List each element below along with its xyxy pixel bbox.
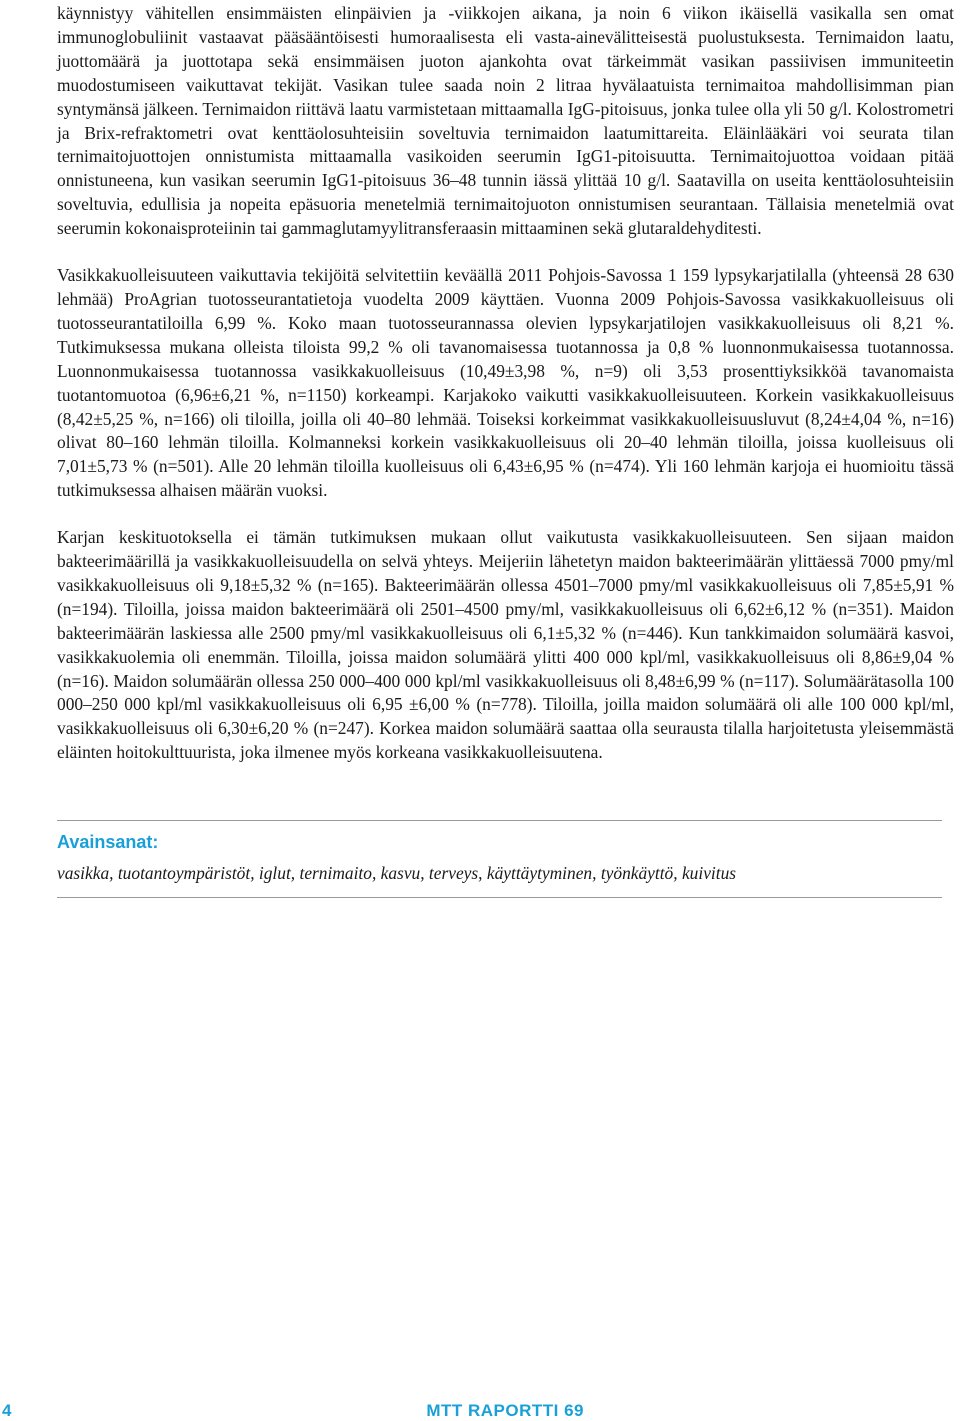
paragraph-3: Karjan keskituotoksella ei tämän tutkimuksen mukaan ollut vaikutusta vasikkakuolleisuuteen. Sen sijaan maidon bakteerimäärillä ja vasikkakuolleisuudella on selvä yhteys. Meijeriin lähetetyn maidon bakteerimäärän ylittäessä 7000 pmy/ml vasikkakuolleisuus oli 9,18±5,32 % (n=165). Bakteerimäärän ollessa 4501–7000 pmy/ml vasikkakuolleisuus oli 7,85±5,91 % (n=194). Tiloilla, joissa maidon bakteerimäärä oli 2501–4500 pmy/ml, vasikkakuolleisuus oli 6,62±6,12 % (n=351). Maidon bakteerimäärän laskiessa alle 2500 pmy/ml vasikkakuolleisuus oli 6,1±5,32 % (n=446). Kun tankkimaidon solumäärä kasvoi, vasikkakuolemia oli enemmän. Tiloilla, joissa maidon solumäärä ylitti 400 000 kpl/ml, vasikkakuolleisuus oli 8,86±9,04 % (n=16). Maidon solumäärän ollessa 250 000–400 000 kpl/ml vasikkakuolleisuus oli 8,48±6,99 % (n=117). Solumäärätasolla 100 000–250 000 kpl/ml vasikkakuolleisuus oli 6,95 ±6,00 % (n=778). Tiloilla, joilla maidon solumäärä oli alle 100 000 kpl/ml, vasikkakuolleisuus oli 6,30±6,20 % (n=247). Korkea maidon solumäärä saattaa olla seurausta tilalla harjoitetusta yleisemmästä eläinten hoitokulttuurista, joka ilmenee myös korkeana vasikkakuolleisuutena. <box>57 527 954 763</box>
keywords-list: vasikka, tuotantoympäristöt, iglut, ternimaito, kasvu, terveys, käyttäytyminen, työnkäyttö, kuivitus <box>57 863 737 883</box>
paragraph-2: Vasikkakuolleisuuteen vaikuttavia tekijöitä selvitettiin keväällä 2011 Pohjois-Savossa 1 159 lypsykarjatilalla (yhteensä 28 630 lehmää) ProAgrian tuotosseurantatietoja vuodelta 2009 käyttäen. Vuonna 2009 Pohjois-Savossa vasikkakuolleisuus oli tuotosseurantatiloilla 6,99 %. Koko maan tuotosseurannassa olevien lypsykarjatilojen vasikkakuolleisuus oli 8,21 %. Tutkimuksessa mukana olleista tiloista 99,2 % oli tavanomaisessa tuotannossa ja 0,8 % luonnonmukaisessa tuotannossa. Luonnonmukaisessa tuotannossa vasikkakuolleisuus (10,49±3,98 %, n=9) oli 3,53 prosenttiyksikköä tavanomaista tuotantomuotoa (6,96±6,21 %, n=1150) korkeampi. Karjakoko vaikutti vasikkakuolleisuuteen. Korkein vasikkakuolleisuus (8,42±5,25 %, n=166) oli tiloilla, joilla oli 40–80 lehmää. Toiseksi korkeimmat vasikkakuolleisuusluvut (8,24±4,04 %, n=16) olivat 80–160 lehmän tiloilla. Kolmanneksi korkein vasikkakuolleisuus oli 20–40 lehmän tiloilla, joissa kuolleisuus oli 7,01±5,73 % (n=501). Alle 20 lehmän tiloilla kuolleisuus oli 6,43±6,95 % (n=474). Yli 160 lehmän karjoja ei huomioitu tässä tutkimuksessa alhaisen määrän vuoksi. <box>57 265 954 501</box>
page-footer <box>0 1395 960 1421</box>
keywords-top-divider <box>57 820 942 821</box>
report-name: MTT RAPORTTI 69 <box>426 1401 584 1420</box>
keywords-heading: Avainsanat: <box>57 832 159 852</box>
keywords-bottom-divider <box>57 897 942 898</box>
paragraph-1: käynnistyy vähitellen ensimmäisten elinpäivien ja -viikkojen aikana, ja noin 6 viikon ikäisellä vasikalla sen omat immunoglobuliinit vastaavat pääsääntöisesti humoraalisesta eli vasta-ainevälitteisestä puolustuksesta. Ternimaidon laatu, juottomäärä ja juottotapa sekä ensimmäisen juoton ajankohta ovat tärkeimmät vasikan passiivisen immuniteetin muodostumiseen vaikuttavat tekijät. Vasikan tulee saada noin 2 litraa hyvälaatuista ternimaitoa mahdollisimman pian syntymänsä jälkeen. Ternimaidon riittävä laatu varmistetaan mittaamalla IgG-pitoisuus, jonka tulee olla yli 50 g/l. Kolostrometri ja Brix-refraktometri ovat kenttäolosuhteisiin soveltuvia ternimaidon laatumittareita. Eläinlääkäri voi seurata tilan ternimaitojuottojen onnistumista mittaamalla vasikoiden seerumin IgG1-pitoisuutta. Ternimaitojuottoa voidaan pitää onnistuneena, kun vasikan seerumin IgG1-pitoisuus 36–48 tunnin iässä ylittää 10 g/l. Saatavilla on useita kenttäolosuhteisiin soveltuvia, edullisia ja nopeita epäsuoria menetelmiä ternimaitojuoton onnistumisen seurantaan. Tällaisia menetelmiä ovat seerumin kokonaisproteiinin tai gammaglutamyylitransferaasin mittaaminen sekä glutaraldehyditesti. <box>57 3 954 239</box>
page-number: 4 <box>2 1401 12 1420</box>
main-text <box>57 2 954 765</box>
keywords-section <box>57 820 942 898</box>
